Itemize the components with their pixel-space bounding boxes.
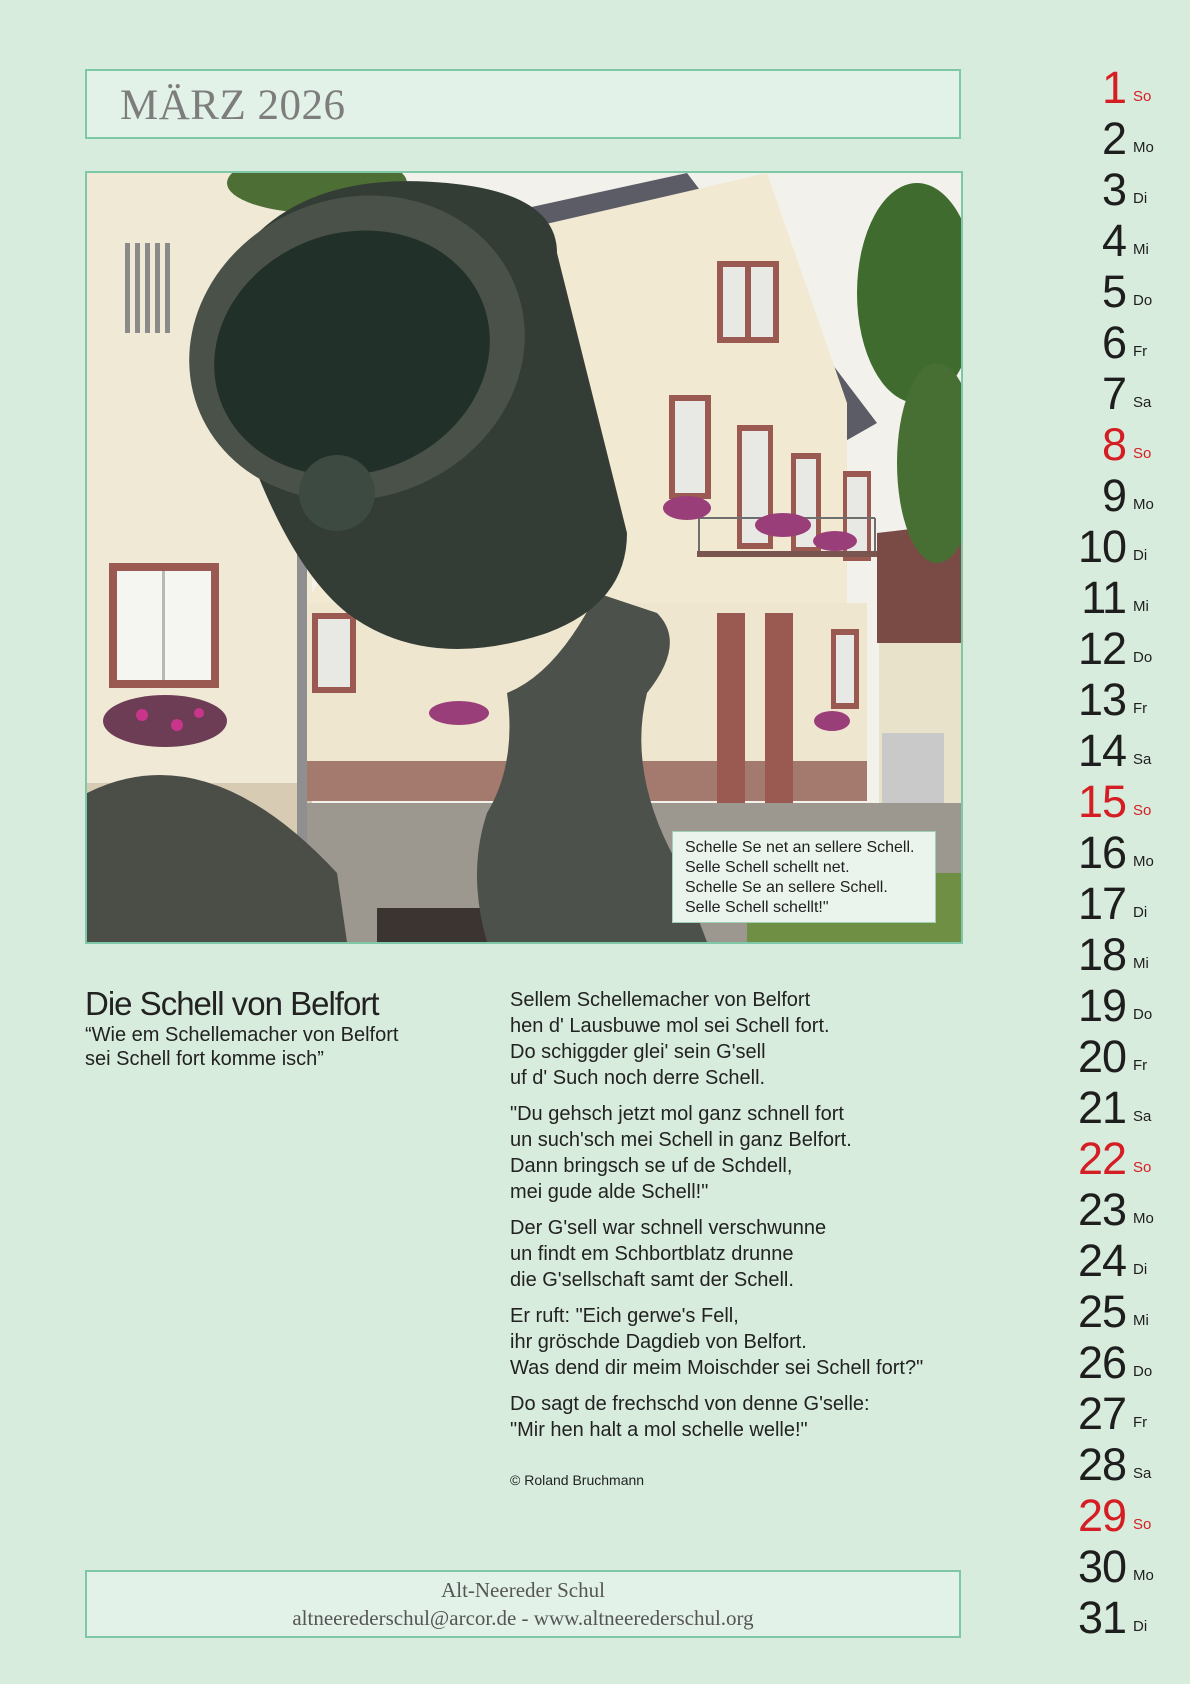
day-weekday: So <box>1133 1516 1152 1533</box>
calendar-day <box>1060 1592 1190 1643</box>
calendar-day <box>1060 572 1190 623</box>
day-number: 13 <box>1077 674 1126 725</box>
footer-organization: Alt-Neereder Schul <box>441 1578 605 1602</box>
day-number: 28 <box>1077 1439 1126 1490</box>
calendar-day <box>1060 521 1190 572</box>
day-number: 30 <box>1077 1541 1126 1592</box>
bell-sculpture-photo <box>85 171 963 944</box>
footer-contact: altneerederschul@arcor.de - www.altneerederschul.org <box>292 1606 754 1630</box>
day-weekday: Do <box>1133 292 1153 309</box>
poem-stanza <box>510 1215 980 1293</box>
poem-stanza <box>510 1303 980 1381</box>
day-number: 1 <box>1101 62 1126 113</box>
month-title: MÄRZ 2026 <box>120 82 346 129</box>
footer-box <box>85 1570 961 1638</box>
calendar-day <box>1060 215 1190 266</box>
calendar-day <box>1060 1439 1190 1490</box>
calendar-day <box>1060 1388 1190 1439</box>
calendar-day <box>1060 827 1190 878</box>
day-number: 20 <box>1077 1031 1126 1082</box>
day-number: 19 <box>1077 980 1126 1031</box>
day-weekday: So <box>1133 88 1152 105</box>
poem-line: Der G'sell war schnell verschwunne <box>510 1217 827 1239</box>
caption-line: Selle Schell schellt net. <box>685 859 850 876</box>
poem-line: "Du gehsch jetzt mol ganz schnell fort <box>510 1103 844 1125</box>
poem-stanza <box>510 987 980 1091</box>
day-weekday: Mo <box>1133 139 1154 156</box>
poem-line: ihr gröschde Dagdieb von Belfort. <box>510 1331 807 1353</box>
calendar-day <box>1060 674 1190 725</box>
day-weekday: Do <box>1133 649 1153 666</box>
day-number: 11 <box>1081 572 1126 623</box>
calendar-day <box>1060 1235 1190 1286</box>
poem-line: Sellem Schellemacher von Belfort <box>510 989 811 1011</box>
day-number: 21 <box>1077 1082 1126 1133</box>
month-header <box>85 69 961 139</box>
calendar-day <box>1060 1031 1190 1082</box>
day-weekday: Fr <box>1133 1057 1148 1074</box>
caption-line: Selle Schell schellt!" <box>685 899 829 916</box>
calendar-day <box>1060 62 1190 113</box>
calendar-day <box>1060 878 1190 929</box>
poem-stanza <box>510 1391 980 1443</box>
calendar-day <box>1060 1490 1190 1541</box>
copyright-note: © Roland Bruchmann <box>510 1472 645 1488</box>
day-weekday: Mi <box>1133 955 1149 972</box>
day-weekday: Fr <box>1133 1414 1148 1431</box>
day-weekday: So <box>1133 1159 1152 1176</box>
story-title: Die Schell von Belfort <box>85 985 379 1022</box>
day-weekday: Fr <box>1133 343 1148 360</box>
day-number: 29 <box>1077 1490 1126 1541</box>
poem-line: Do sagt de frechschd von denne G'selle: <box>510 1393 870 1415</box>
calendar-day <box>1060 368 1190 419</box>
poem <box>510 987 980 1453</box>
day-weekday: Sa <box>1133 1108 1152 1125</box>
calendar-day <box>1060 113 1190 164</box>
day-weekday: So <box>1133 445 1152 462</box>
day-number: 9 <box>1101 470 1126 521</box>
caption-line: Schelle Se net an sellere Schell. <box>685 839 915 856</box>
poem-line: un such'sch mei Schell in ganz Belfort. <box>510 1129 852 1151</box>
calendar-day <box>1060 1337 1190 1388</box>
calendar-day <box>1060 980 1190 1031</box>
calendar-day <box>1060 776 1190 827</box>
subtitle-line: sei Schell fort komme isch” <box>85 1048 324 1070</box>
story-subtitle <box>85 1023 475 1071</box>
day-weekday: Di <box>1133 190 1148 207</box>
calendar-day <box>1060 1082 1190 1133</box>
day-number: 23 <box>1077 1184 1126 1235</box>
day-weekday: Mi <box>1133 1312 1149 1329</box>
calendar-day <box>1060 470 1190 521</box>
photo-caption <box>672 831 936 923</box>
calendar-day <box>1060 164 1190 215</box>
day-number: 4 <box>1101 215 1126 266</box>
day-weekday: Mo <box>1133 853 1154 870</box>
poem-line: "Mir hen halt a mol schelle welle!" <box>510 1419 808 1441</box>
calendar-day <box>1060 1286 1190 1337</box>
day-number: 31 <box>1077 1592 1126 1643</box>
day-weekday: Do <box>1133 1006 1153 1023</box>
subtitle-line: “Wie em Schellemacher von Belfort <box>85 1024 399 1046</box>
day-weekday: Di <box>1133 547 1148 564</box>
day-number: 27 <box>1077 1388 1126 1439</box>
calendar-day <box>1060 623 1190 674</box>
day-number: 18 <box>1077 929 1126 980</box>
calendar-day <box>1060 266 1190 317</box>
day-weekday: Mo <box>1133 496 1154 513</box>
calendar-day <box>1060 419 1190 470</box>
poem-line: mei gude alde Schell!" <box>510 1181 709 1203</box>
day-number: 10 <box>1077 521 1126 572</box>
calendar-day <box>1060 1184 1190 1235</box>
day-weekday: Mi <box>1133 241 1149 258</box>
caption-line: Schelle Se an sellere Schell. <box>685 879 888 896</box>
poem-line: un findt em Schbortblatz drunne <box>510 1243 794 1265</box>
day-weekday: Do <box>1133 1363 1153 1380</box>
poem-line: Was dend dir meim Moischder sei Schell fort?" <box>510 1357 924 1379</box>
calendar-day <box>1060 929 1190 980</box>
day-number: 16 <box>1077 827 1126 878</box>
day-number: 15 <box>1077 776 1126 827</box>
day-number: 12 <box>1077 623 1126 674</box>
poem-stanza <box>510 1101 980 1205</box>
poem-line: Dann bringsch se uf de Schdell, <box>510 1155 793 1177</box>
day-number: 22 <box>1077 1133 1126 1184</box>
day-weekday: Fr <box>1133 700 1148 717</box>
poem-line: die G'sellschaft samt der Schell. <box>510 1269 794 1291</box>
poem-line: Er ruft: "Eich gerwe's Fell, <box>510 1305 739 1327</box>
day-weekday: Sa <box>1133 751 1152 768</box>
day-number: 6 <box>1101 317 1126 368</box>
day-number: 3 <box>1101 164 1126 215</box>
day-weekday: Di <box>1133 904 1148 921</box>
calendar-day <box>1060 725 1190 776</box>
day-number: 26 <box>1077 1337 1126 1388</box>
day-number: 24 <box>1077 1235 1126 1286</box>
day-weekday: Sa <box>1133 1465 1152 1482</box>
day-number: 2 <box>1101 113 1126 164</box>
day-number: 17 <box>1077 878 1126 929</box>
day-number: 8 <box>1101 419 1126 470</box>
calendar-day <box>1060 1541 1190 1592</box>
day-number: 7 <box>1101 368 1126 419</box>
day-weekday: Sa <box>1133 394 1152 411</box>
calendar-day <box>1060 1133 1190 1184</box>
day-weekday: Mo <box>1133 1567 1154 1584</box>
day-number: 25 <box>1077 1286 1126 1337</box>
day-weekday: Mi <box>1133 598 1149 615</box>
day-weekday: Di <box>1133 1618 1148 1635</box>
day-number: 5 <box>1101 266 1126 317</box>
day-weekday: Di <box>1133 1261 1148 1278</box>
day-weekday: So <box>1133 802 1152 819</box>
day-weekday: Mo <box>1133 1210 1154 1227</box>
calendar-day <box>1060 317 1190 368</box>
poem-line: uf d' Such noch derre Schell. <box>510 1067 766 1089</box>
poem-line: Do schiggder glei' sein G'sell <box>510 1041 766 1063</box>
poem-line: hen d' Lausbuwe mol sei Schell fort. <box>510 1015 830 1037</box>
photo-illustration <box>87 173 961 942</box>
day-number: 14 <box>1077 725 1126 776</box>
